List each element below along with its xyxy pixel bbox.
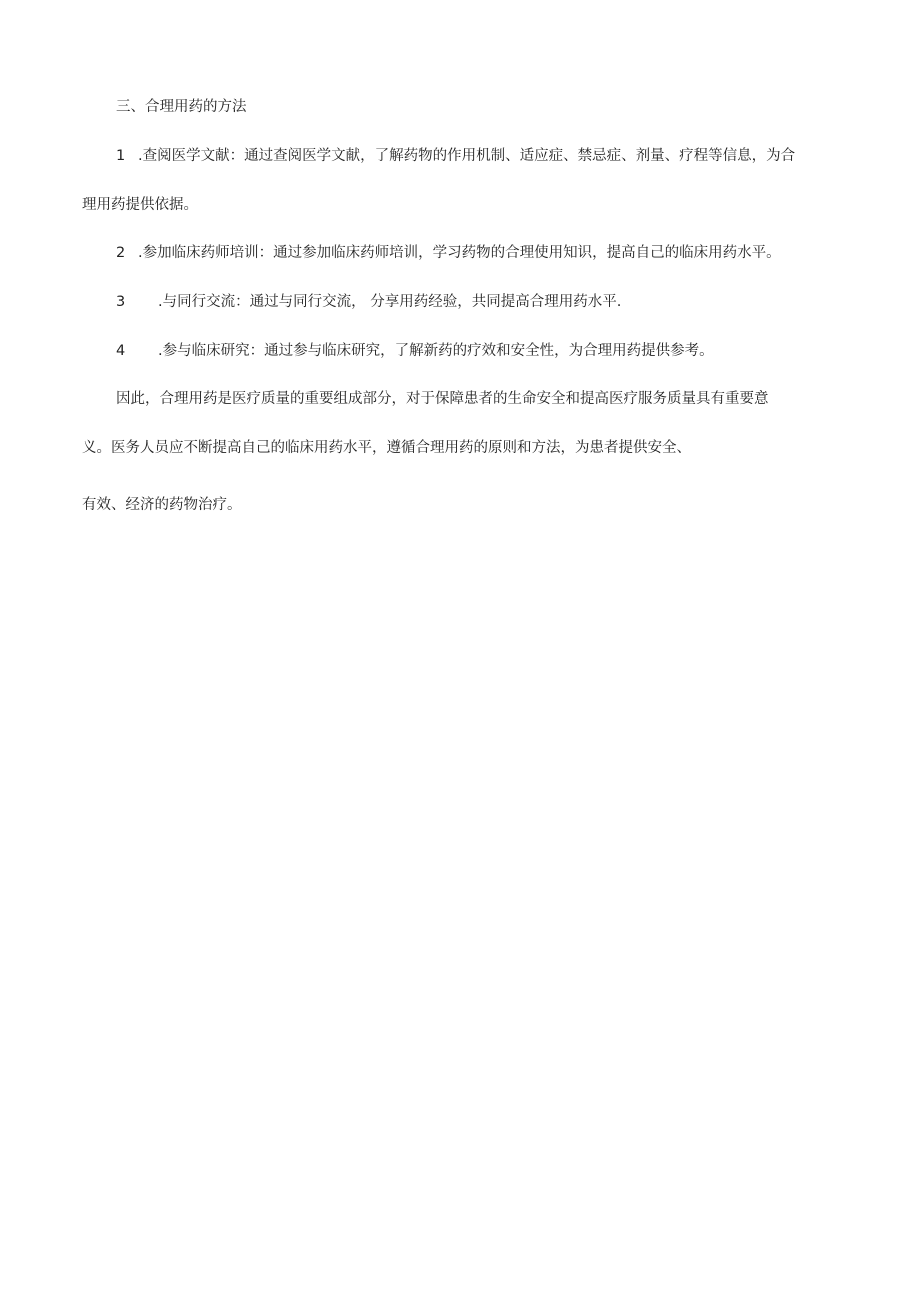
section-heading: 三、合理用药的方法 xyxy=(116,99,247,115)
item-text: .与同行交流：通过与同行交流， 分享用药经验，共同提高合理用药水平. xyxy=(158,294,622,310)
item-number: 4 xyxy=(116,343,126,359)
item-text: .参与临床研究：通过参与临床研究，了解新药的疗效和安全性，为合理用药提供参考。 xyxy=(158,343,714,359)
item-text-continuation: 理用药提供依据。 xyxy=(82,197,198,213)
paragraph-line: 有效、经济的药物治疗。 xyxy=(82,497,242,513)
paragraph-line: 因此，合理用药是医疗质量的重要组成部分，对于保障患者的生命安全和提高医疗服务质量具有重要意 xyxy=(116,391,769,407)
item-text: .参加临床药师培训：通过参加临床药师培训，学习药物的合理使用知识，提高自己的临床用药水平。 xyxy=(138,245,781,261)
item-number: 2 xyxy=(116,245,126,261)
item-text: .查阅医学文献：通过查阅医学文献，了解药物的作用机制、适应症、禁忌症、剂量、疗程等信息，为合 xyxy=(138,148,796,164)
item-number: 1 xyxy=(116,148,126,164)
item-number: 3 xyxy=(116,294,126,310)
paragraph-line: 义。医务人员应不断提高自己的临床用药水平，遵循合理用药的原则和方法，为患者提供安全、 xyxy=(82,440,691,456)
